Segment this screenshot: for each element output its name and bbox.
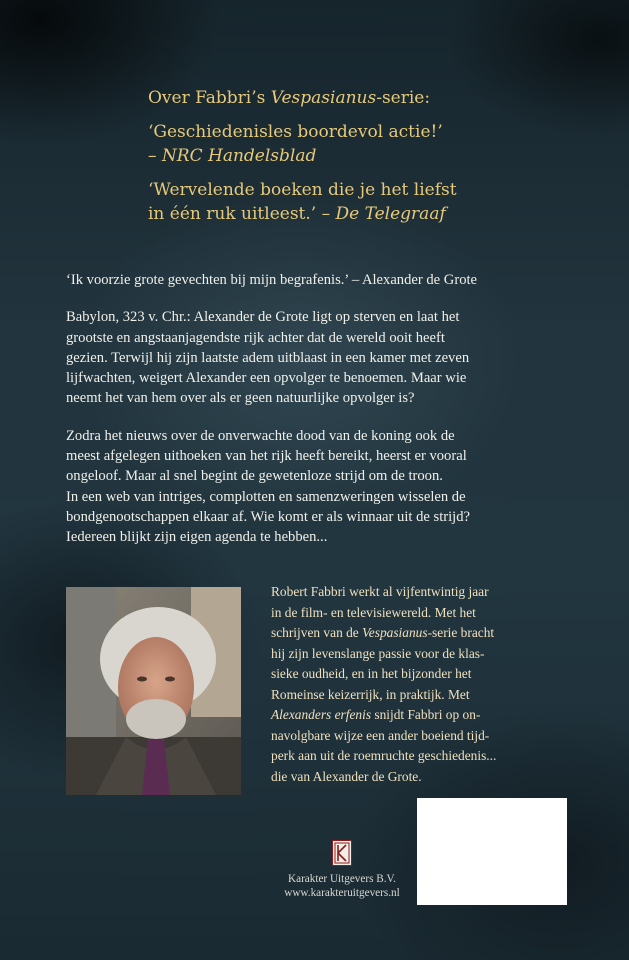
publisher-block — [262, 840, 422, 900]
blurb-paragraph-1: Babylon, 323 v. Chr.: Alexander de Grote ligt op sterven en laat het grootste en angstaanjagendste rijk achter dat de wereld ooit heeft gezien. Terwijl hij zijn laatste adem uitblaast in een kamer met zeven lijfwachten, weigert Alexander een opvolger te benoemen. Maar wie neemt het van hem over als er geen natuurlijke opvolger is? — [66, 309, 470, 407]
epigraph: ‘Ik voorzie grote gevechten bij mijn begrafenis.’ – Alexander de Grote — [66, 272, 478, 288]
publisher-logo-icon — [332, 840, 352, 866]
praise-quote-telegraaf: ‘Wervelende boeken die je het liefst in één ruk uitleest.’ – De Telegraaf — [148, 180, 457, 224]
author-bio: Robert Fabbri werkt al vijfentwintig jaar in de film- en televisiewereld. Met het schrijven van de Vespasianus-serie bracht hij zijn levenslange passie voor de klas- sieke oudheid, en in het bijzonder het Romeinse keizerrijk, in praktijk. Met Alexanders erfenis snijdt Fabbri op on- navolgbare wijze een ander boeiend tijd- perk aan uit de roemruchte geschiedenis... die van Alexander de Grote. — [271, 584, 497, 784]
praise-heading: Over Fabbri’s Vespasianus-serie: — [148, 88, 431, 108]
author-photo — [66, 587, 241, 795]
publisher-url: www.karakteruitgevers.nl — [284, 887, 400, 899]
publisher-name: Karakter Uitgevers B.V. — [288, 873, 396, 885]
blurb — [66, 270, 566, 565]
author-portrait-illustration — [66, 587, 241, 795]
quote-source-nrc: – NRC Handelsblad — [148, 146, 317, 166]
praise-block — [148, 86, 568, 236]
barcode-placeholder — [417, 798, 567, 905]
quote-source-telegraaf: De Telegraaf — [335, 204, 446, 224]
praise-quote-nrc: ‘Geschiedenisles boordevol actie!’ – NRC Handelsblad — [148, 122, 443, 166]
blurb-paragraph-2: Zodra het nieuws over de onverwachte dood van de koning ook de meest afgelegen uithoeken van het rijk heeft bereikt, heerst er vooral ongeloof. Maar al snel begint de gewetenloze strijd om de troon. In een web van intriges, complotten en samenzweringen wisselen de bondgenootschappen elkaar af. Wie komt er als winnaar uit de strijd? Iedereen blijkt zijn eigen agenda te hebben... — [66, 427, 470, 546]
